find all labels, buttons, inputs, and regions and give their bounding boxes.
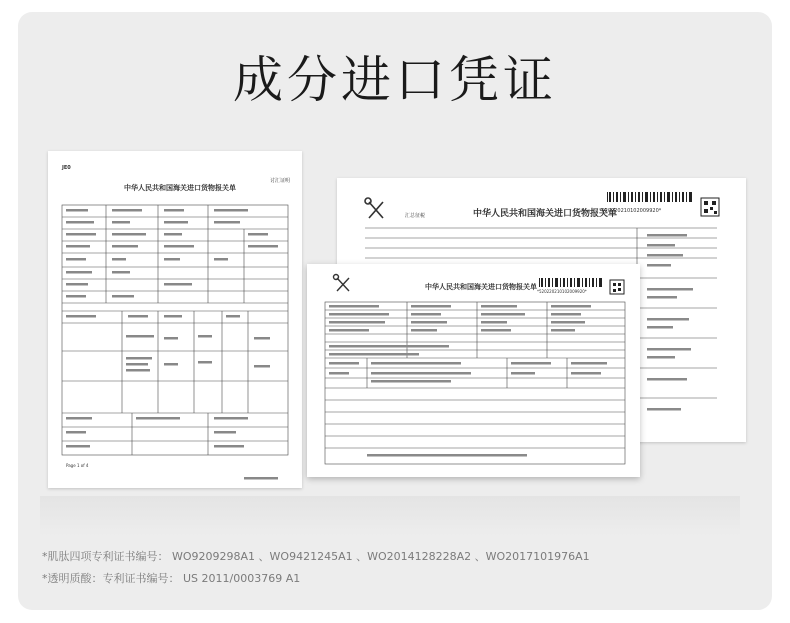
doc-form-grid: [307, 264, 640, 477]
doc-top-left-mark: JE0: [62, 165, 71, 171]
floor-reflection: [40, 496, 740, 536]
barcode-number: *520220210102009920*: [537, 289, 587, 294]
qr-code: [610, 280, 624, 294]
patent-note-hyaluronic-acid: *透明质酸：专利证书编号： US 2011/0003769 A1: [42, 572, 301, 585]
qr-code: [701, 198, 719, 216]
doc-title: 中华人民共和国海关进口货物报关单: [425, 283, 537, 291]
doc-title: 中华人民共和国海关进口货物报关单: [124, 184, 236, 192]
doc-page-label: Page 1 of 4: [66, 463, 89, 468]
tools-icon: [334, 275, 350, 292]
barcode: [607, 192, 692, 202]
customs-declaration-doc-front: [307, 264, 640, 477]
patent-note-carnosine: *肌肽四项专利证书编号： WO9209298A1 、WO9421245A1 、WO2014128228A2 、WO2017101976A1: [42, 550, 590, 563]
barcode: [539, 278, 602, 287]
barcode-number: *520220210102009920*: [599, 208, 662, 214]
doc-left-label: 汇总征税: [405, 213, 426, 219]
page-title: 成分进口凭证: [233, 51, 557, 109]
customs-declaration-doc-left: [48, 151, 302, 488]
doc-header-right: 讨汇证明: [270, 178, 291, 184]
doc-form-grid: [48, 151, 302, 488]
doc-title: 中华人民共和国海关进口货物报关单: [473, 209, 618, 219]
tools-icon: [365, 198, 383, 218]
